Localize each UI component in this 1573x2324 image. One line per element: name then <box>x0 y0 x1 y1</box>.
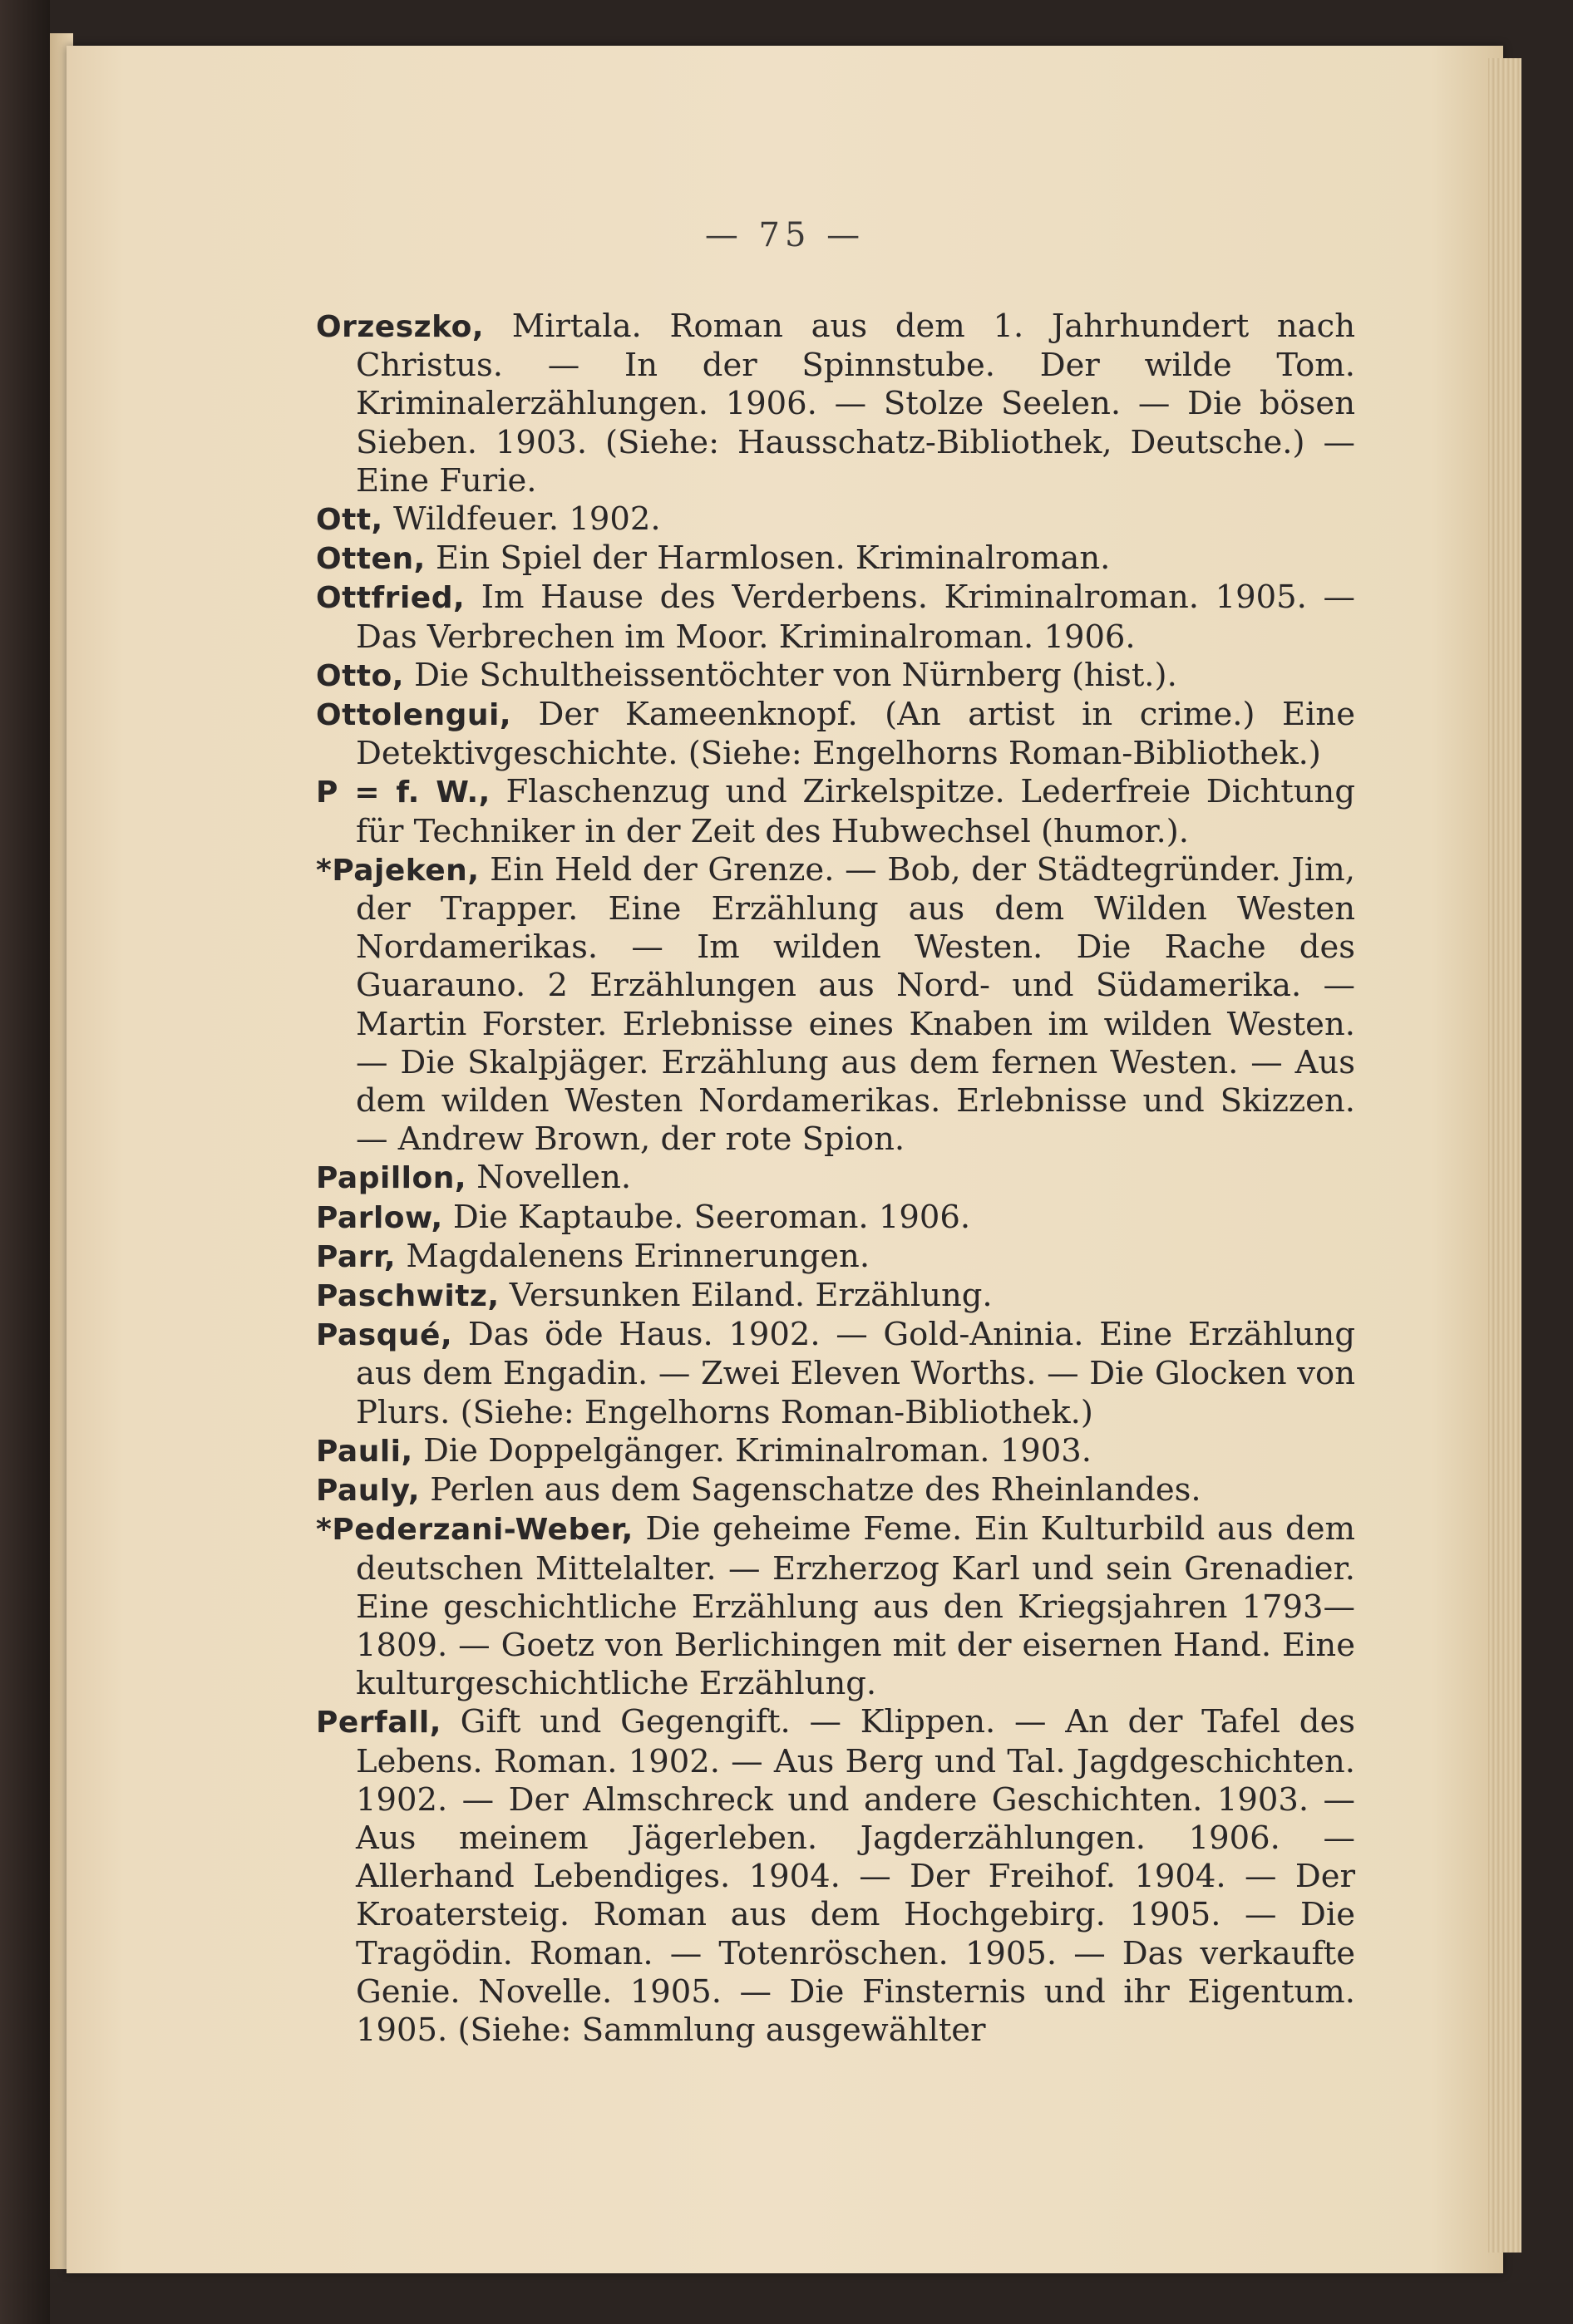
author-name: Otto, <box>316 658 404 693</box>
bibliography-entry <box>316 1159 1355 1198</box>
author-name: Ott, <box>316 503 383 538</box>
author-name: Parlow, <box>316 1200 443 1235</box>
book-cover-left <box>0 0 50 2324</box>
author-name: Papillon, <box>316 1161 467 1196</box>
author-name: Perfall, <box>316 1706 441 1741</box>
bibliography-entry <box>316 1277 1355 1316</box>
entry-text: Das öde Haus. 1902. — Gold-Aninia. Eine Erzählung aus dem Engadin. — Zwei Eleven Worths. — Die Glocken von Plurs. (Siehe: Engelhorns Roman-Bibliothek.) <box>356 1316 1355 1431</box>
bibliography-entry <box>316 539 1355 579</box>
page-edges <box>1488 58 1521 2253</box>
bibliography-entry <box>316 1510 1355 1703</box>
bibliography-entry <box>316 1238 1355 1277</box>
author-name: Ottfried, <box>316 581 466 616</box>
author-name: Pauli, <box>316 1434 413 1469</box>
author-name: *Pajeken, <box>316 853 480 888</box>
page-number: — 75 — <box>704 216 865 254</box>
entry-text: Perlen aus dem Sagenschatze des Rheinlandes. <box>420 1471 1201 1509</box>
bibliography-entry <box>316 1703 1355 2050</box>
entry-text: Novellen. <box>466 1159 632 1197</box>
book-page <box>67 46 1503 2273</box>
bibliography-entry <box>316 579 1355 656</box>
entry-text: Ein Spiel der Harmlosen. Kriminalroman. <box>425 539 1111 578</box>
bibliography-entry <box>316 696 1355 773</box>
author-name: Pasqué, <box>316 1318 453 1353</box>
entry-list <box>316 308 1355 2050</box>
author-name: Paschwitz, <box>316 1279 500 1314</box>
entry-text: Im Hause des Verderbens. Kriminalroman. 1905. — Das Verbrechen im Moor. Kriminalroman. 1906. <box>356 579 1355 656</box>
entry-text: Der Kameenknopf. (An artist in crime.) Eine Detektivgeschichte. (Siehe: Engelhorns Roman-Bibliothek.) <box>356 696 1355 773</box>
author-name: Orzeszko, <box>316 310 484 344</box>
entry-text: Die Doppelgänger. Kriminalroman. 1903. <box>412 1431 1092 1470</box>
bibliography-entry <box>316 657 1355 696</box>
entry-text: Gift und Gegengift. — Klippen. — An der Tafel des Lebens. Roman. 1902. — Aus Berg und Tal. Jagdgeschichten. 1902. — Der Almschreck und andere Geschichten. 1903. — Aus meinem Jägerleben. Jagderzählungen. 1906. — Allerhand Lebendiges. 1904. — Der Freihof. 1904. — Der Kroatersteig. Roman aus dem Hochgebirg. 1905. — Die Tragödin. Roman. — Totenröschen. 1905. — Das verkaufte Genie. Novelle. 1905. — Die Finsternis und ihr Eigentum. 1905. (Siehe: Sammlung ausgewählter <box>356 1703 1355 2049</box>
author-name: Pauly, <box>316 1474 421 1509</box>
entry-text: Mirtala. Roman aus dem 1. Jahrhundert nach Christus. — In der Spinnstube. Der wilde Tom. Kriminalerzählungen. 1906. — Stolze Seelen. — Die bösen Sieben. 1903. (Siehe: Hausschatz-Bibliothek, Deutsche.) — Eine Furie. <box>356 308 1355 500</box>
bibliography-entry <box>316 851 1355 1160</box>
bibliography-entry <box>316 1199 1355 1238</box>
entry-text: Die Schultheissentöchter von Nürnberg (hist.). <box>403 656 1177 694</box>
bibliography-entry <box>316 1471 1355 1510</box>
entry-text: Ein Held der Grenze. — Bob, der Städtegründer. Jim, der Trapper. Eine Erzählung aus dem Wilden Westen Nordamerikas. — Im wilden Westen. Die Rache des Guarauno. 2 Erzählungen aus Nord- und Südamerika. — Martin Forster. Erlebnisse eines Knaben im wilden Westen. — Die Skalpjäger. Erzählung aus dem fernen Westen. — Aus dem wilden Westen Nordamerikas. Erlebnisse und Skizzen. — Andrew Brown, der rote Spion. <box>356 850 1355 1159</box>
author-name: Otten, <box>316 542 426 577</box>
bibliography-entry <box>316 1316 1355 1432</box>
bibliography-entry <box>316 1432 1355 1471</box>
entry-text: Magdalenens Erinnerungen. <box>396 1237 870 1275</box>
bibliography-entry <box>316 773 1355 850</box>
entry-text: Flaschenzug und Zirkelspitze. Lederfreie Dichtung für Techniker in der Zeit des Hubwechsel (humor.). <box>356 773 1355 850</box>
entry-text: Die geheime Feme. Ein Kulturbild aus dem deutschen Mittelalter. — Erzherzog Karl und sein Grenadier. Eine geschichtliche Erzählung aus den Kriegsjahren 1793—1809. — Goetz von Berlichingen mit der eisernen Hand. Eine kulturgeschichtliche Erzählung. <box>356 1510 1355 1703</box>
author-name: Parr, <box>316 1239 397 1274</box>
entry-text: Wildfeuer. 1902. <box>382 500 661 539</box>
bibliography-entry <box>316 500 1355 539</box>
entry-text: Versunken Eiland. Erzählung. <box>499 1277 993 1315</box>
author-name: *Pederzani-Weber, <box>316 1513 634 1548</box>
author-name: Ottolengui, <box>316 698 512 733</box>
author-name: P = f. W., <box>316 775 491 810</box>
bibliography-entry <box>316 308 1355 500</box>
entry-text: Die Kaptaube. Seeroman. 1906. <box>442 1198 971 1236</box>
